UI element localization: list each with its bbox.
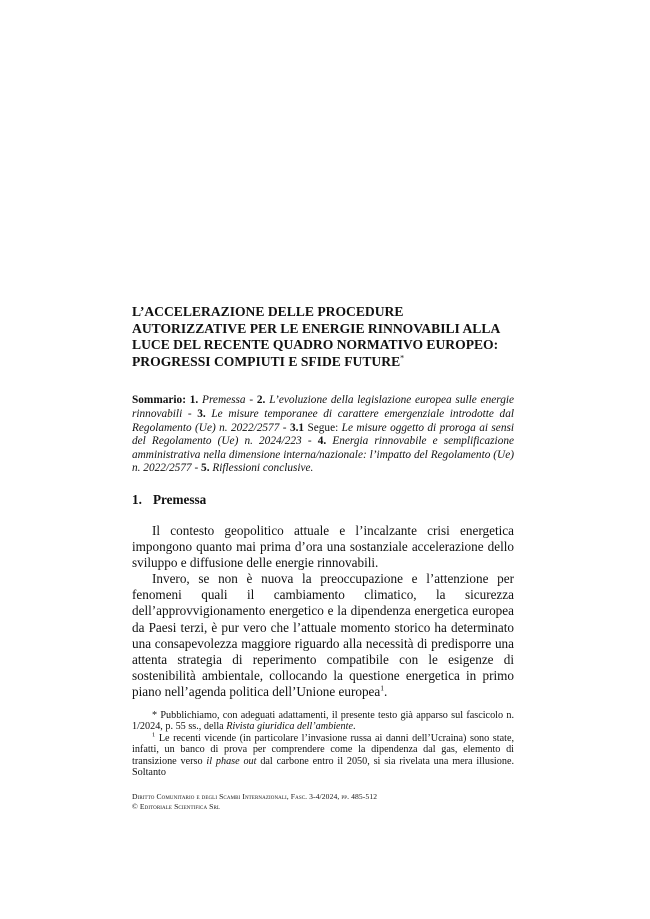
summary-separator: - — [245, 394, 257, 407]
body-paragraph-1: Il contesto geopolitico attuale e l’incalzante crisi energetica impongono quanto mai prima d’ora una sostanziale accelerazione dello sviluppo e diffusione delle energie rinnovabili. — [132, 522, 514, 571]
title-footnote-mark: * — [400, 353, 405, 363]
footer-journal-line: Diritto Comunitario e degli Scambi Internazionali, Fasc. 3-4/2024, pp. 485-512 — [132, 792, 378, 802]
summary-item-4-text: Energia rinnovabile e semplificazione amministrativa nella dimensione interna/nazionale: l’impatto del Regolamento (Ue) n. 2022/2577 — [132, 435, 515, 475]
summary-separator: - — [301, 435, 318, 448]
page-footer — [132, 792, 514, 811]
body-paragraph-2-text: Invero, se non è nuova la preoccupazione e l’attenzione per fenomeni quali il cambiamento climatico, la sicurezza dell’approvvigionamento energetico e la dipendenza energetica europea da Paesi terzi, è pur vero che l’attuale momento storico ha determinato una consapevolezza maggiore riguardo alla necessità di predisporre una attenta strategia di reperimento compatibile con le esigenze di sostenibilità ambientale, collocando la questione energetica in primo piano nell’agenda politica dell’Unione europea — [132, 571, 514, 699]
footnote-star — [132, 710, 514, 733]
summary-item-2-number: 2. — [256, 394, 266, 407]
summary-item-31-lead: Segue: — [307, 421, 339, 434]
summary-item-1-text: Premessa — [202, 394, 246, 407]
summary-item-31-number: 3.1 — [289, 421, 305, 434]
summary-item-3-number: 3. — [197, 407, 206, 420]
footnote-1-text-b: dal carbone entro il 2050, si sia rivelata una mera illusione. Soltanto — [132, 755, 515, 778]
summary-label: Sommario: — [132, 394, 186, 407]
summary-separator: - — [279, 421, 290, 434]
body-paragraph-2: Invero, se non è nuova la preoccupazione e l’attenzione per fenomeni quali il cambiamento climatico, la sicurezza dell’approvvigionamento energetico e la dipendenza energetica europea da Paesi terzi, è pur vero che l’attuale momento storico ha determinato una consapevolezza maggiore riguardo alla necessità di predisporre una attenta strategia di reperimento compatibile con le esigenze di sostenibilità ambientale, collocando la questione energetica in primo piano nell’agenda politica dell’Unione europea$^1$. — [132, 571, 514, 699]
footnote-star-mark: * — [152, 709, 158, 721]
footnote-1 — [132, 733, 514, 779]
footer-publisher-line: © Editoriale Scientifica Srl — [132, 802, 221, 811]
summary-separator: - — [191, 462, 202, 475]
footnote-star-end: . — [353, 721, 356, 733]
footnote-star-journal: Rivista giuridica dell’ambiente — [226, 721, 353, 733]
summary-item-4-number: 4. — [317, 435, 327, 448]
footnote-1-mark: 1 — [152, 731, 156, 739]
footnote-1-text-a: Le recenti vicende (in particolare l’invasione russa ai danni dell’Ucraina) sono state, infatti, un banco di prova per comprendere come la dipendenza dal gas, elemento di transizione verso — [132, 732, 515, 767]
summary-item-3-text: Le misure temporanee di carattere emergenziale introdotte dal Regolamento (Ue) n. 2022/2577 — [132, 407, 514, 434]
summary — [132, 394, 514, 476]
section-heading — [132, 492, 514, 508]
article-title — [132, 304, 514, 370]
summary-item-5-number: 5. — [201, 462, 210, 475]
summary-item-1-number: 1. — [189, 394, 199, 407]
summary-item-5-text: Riflessioni conclusive. — [212, 462, 314, 475]
section-number: 1. — [132, 491, 142, 507]
section-title: Premessa — [153, 491, 207, 507]
title-text: L’ACCELERAZIONE DELLE PROCEDURE AUTORIZZATIVE PER LE ENERGIE RINNOVABILI ALLA LUCE DEL RECENTE QUADRO NORMATIVO EUROPEO: PROGRESSI COMPIUTI E SFIDE FUTURE — [132, 304, 500, 369]
summary-item-31-text: Le misure oggetto di proroga ai sensi del Regolamento (Ue) n. 2024/223 — [132, 421, 515, 448]
article-page — [132, 304, 514, 812]
footnote-1-italic: il phase out — [206, 755, 257, 767]
summary-item-2-text: L’evoluzione della legislazione europea sulle energie rinnovabili — [132, 394, 515, 420]
footnote-reference-1[interactable]: 1 — [380, 683, 385, 693]
footnotes — [132, 710, 514, 778]
summary-separator: - — [182, 407, 198, 420]
footnote-star-text: Pubblichiamo, con adeguati adattamenti, il presente testo già apparso sul fascicolo n. 1/2024, p. 55 ss., della — [132, 709, 515, 733]
